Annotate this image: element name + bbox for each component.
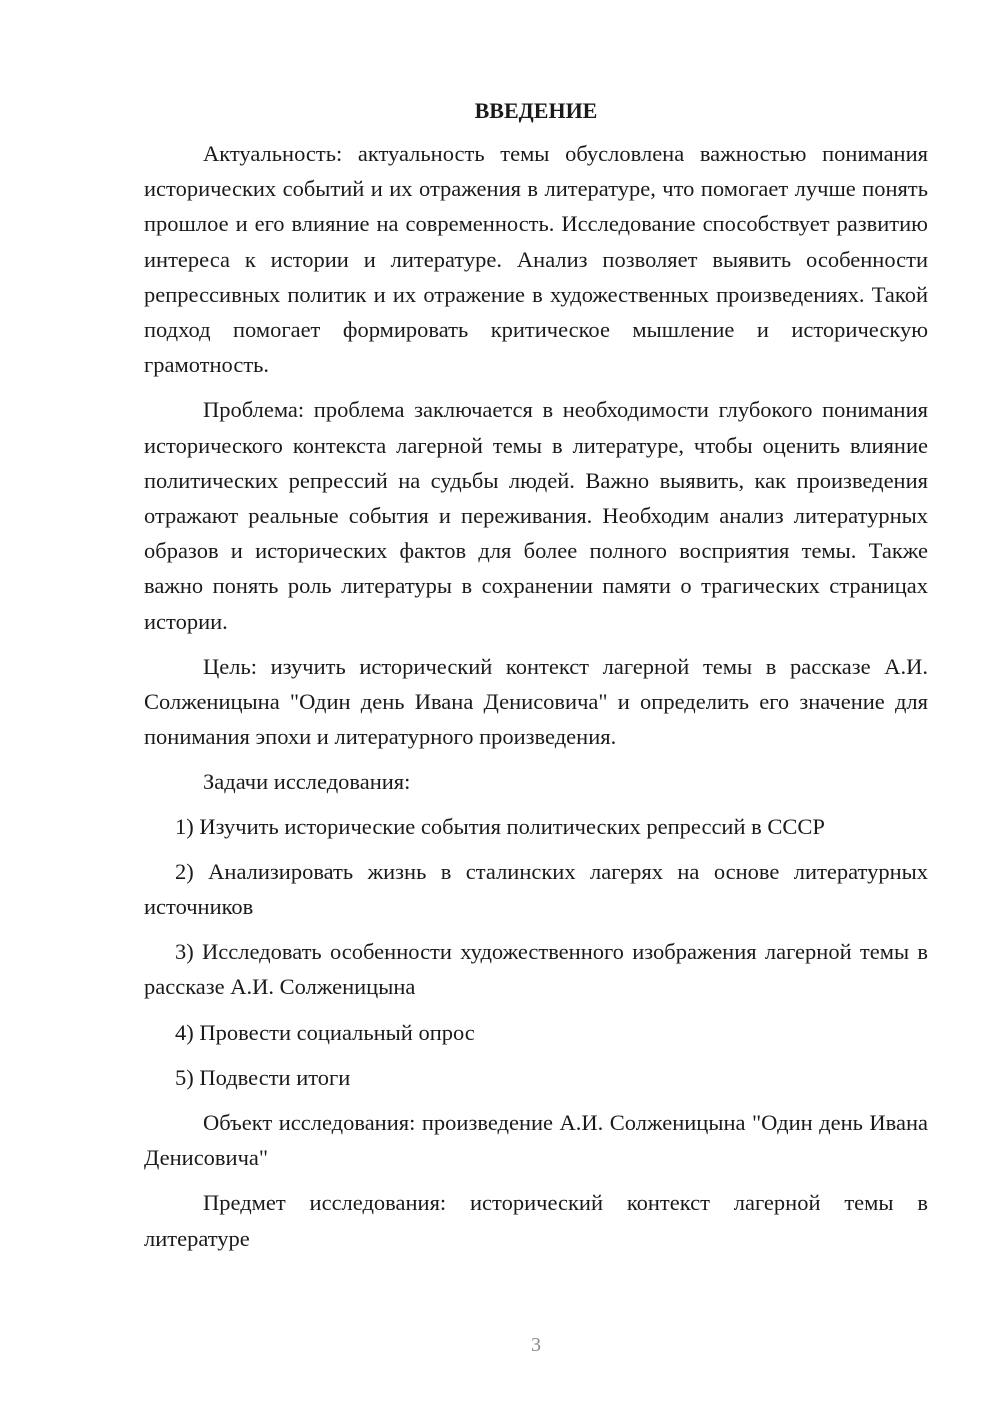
- page-title: ВВЕДЕНИЕ: [474, 98, 598, 123]
- task-item: 2) Анализировать жизнь в сталинских лагерях на основе литературных источников: [144, 858, 928, 920]
- subject-paragraph: Предмет исследования: исторический контекст лагерной темы в литературе: [144, 1190, 928, 1251]
- task-item: 3) Исследовать особенности художественного изображения лагерной темы в рассказе А.И. Солженицына: [144, 939, 928, 1000]
- task-item: 5) Подвести итоги: [175, 1064, 351, 1090]
- relevance-paragraph: Актуальность: актуальность темы обусловлена важностью понимания исторических событий и их отражения в литературе, что помогает лучше понять прошлое и его влияние на современность. Исследование способствует развитию интереса к истории и литературе. Анализ позволяет выявить особенности репрессивных политик и их отражение в художественных произведениях. Такой подход помогает формировать критическое мышление и историческую грамотность.: [144, 141, 928, 378]
- page-number: 3: [531, 1334, 541, 1356]
- object-paragraph: Объект исследования: произведение А.И. Солженицына "Один день Ивана Денисовича": [144, 1110, 928, 1171]
- problem-paragraph: Проблема: проблема заключается в необходимости глубокого понимания исторического контекста лагерной темы в литературе, чтобы оценить влияние политических репрессий на судьбы людей. Важно выявить, как произведения отражают реальные события и переживания. Необходим анализ литературных образов и исторических фактов для более полного восприятия темы. Также важно понять роль литературы в сохранении памяти о трагических страницах истории.: [144, 397, 928, 634]
- goal-paragraph: Цель: изучить исторический контекст лагерной темы в рассказе А.И. Солженицына "Один день Ивана Денисовича" и определить его значение для понимания эпохи и литературного произведения.: [144, 653, 928, 750]
- task-item: 4) Провести социальный опрос: [175, 1019, 475, 1045]
- tasks-heading: Задачи исследования:: [203, 769, 411, 795]
- task-item: 1) Изучить исторические события политических репрессий в СССР: [175, 813, 825, 839]
- document-page: [144, 96, 928, 1266]
